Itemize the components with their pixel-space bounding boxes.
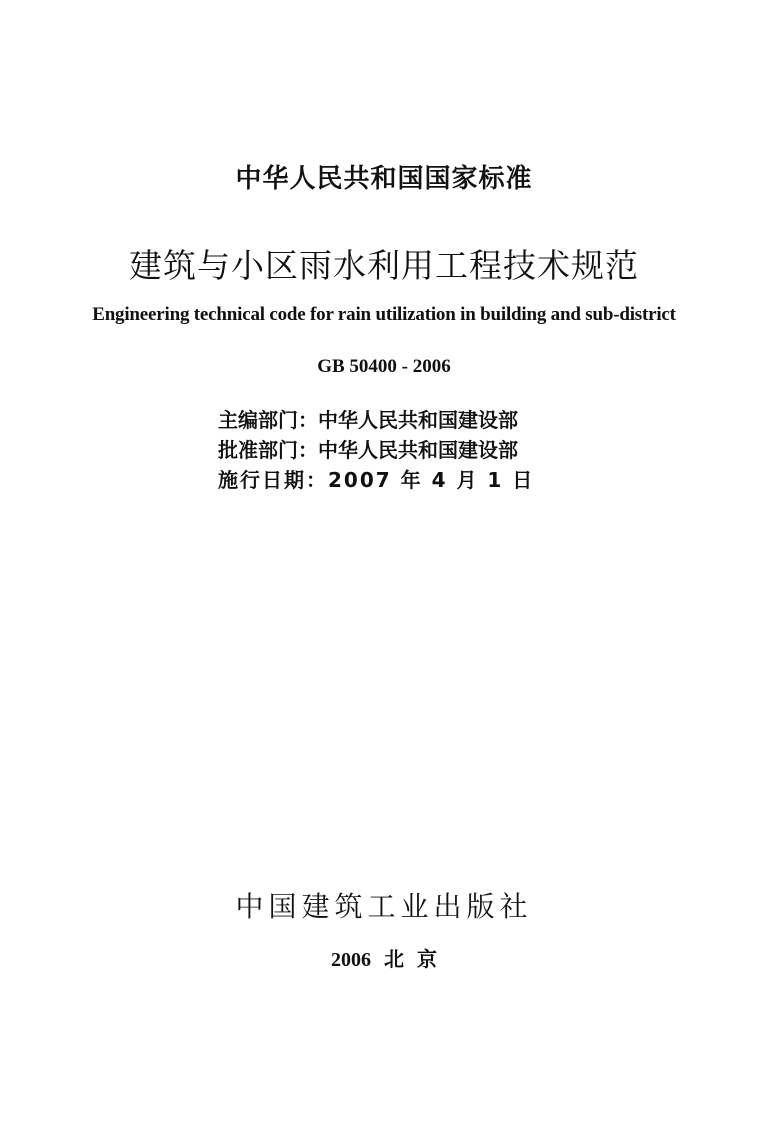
standard-category: 中华人民共和国国家标准	[235, 164, 533, 194]
meta-block	[218, 405, 534, 495]
title-english: Engineering technical code for rain utilization in building and sub-district	[92, 304, 676, 325]
effective-date: 施行日期：2007 年 4 月 1 日	[218, 468, 535, 492]
approving-department: 批准部门：中华人民共和国建设部	[218, 438, 518, 462]
standard-number: GB 50400 - 2006	[317, 356, 451, 377]
publication-place: 2006 北 京	[331, 949, 437, 971]
editing-department: 主编部门：中华人民共和国建设部	[218, 408, 518, 432]
publisher: 中国建筑工业出版社	[235, 890, 533, 923]
title-chinese: 建筑与小区雨水利用工程技术规范	[129, 246, 639, 285]
